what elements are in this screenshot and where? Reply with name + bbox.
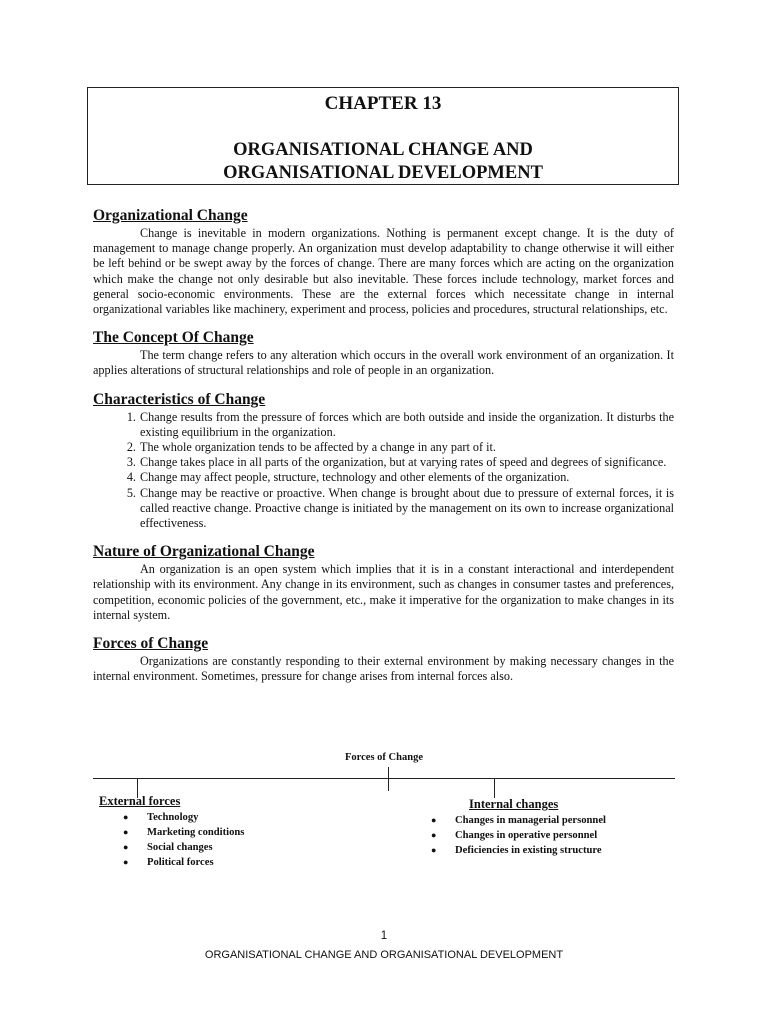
bullet-icon: ●	[431, 845, 437, 855]
internal-changes-label: Internal changes	[469, 797, 559, 811]
list-item	[431, 843, 606, 858]
list-item	[123, 825, 244, 840]
chapter-title-box	[87, 87, 679, 185]
list-item: 5. Change may be reactive or proactive. When change is brought about due to pressure of external forces, it is called reactive change. Proactive change is initiated by the management on its own to increase organizational effectiveness.	[139, 486, 674, 532]
list-item-label: Marketing conditions	[147, 827, 245, 838]
bullet-icon: ●	[123, 812, 129, 822]
section-organizational-change	[93, 206, 674, 317]
section-heading: Organizational Change	[93, 207, 248, 224]
chapter-title-line-2: ORGANISATIONAL DEVELOPMENT	[223, 163, 543, 183]
list-item-label: Changes in managerial personnel	[455, 815, 606, 826]
diagram-title: Forces of Change	[345, 752, 423, 763]
list-item	[123, 840, 244, 855]
section-concept-of-change	[93, 328, 674, 378]
section-characteristics	[93, 390, 674, 532]
list-item-label: Changes in operative personnel	[455, 830, 598, 841]
section-nature	[93, 542, 674, 623]
section-paragraph: An organization is an open system which implies that it is in a constant interactional and interdependent relationship with its environment. Any change in its environment, such as changes in consumer tastes and preferences, competition, economic policies of the government, etc., make it imperative for the organization to make changes in its internal system.	[93, 562, 674, 622]
list-item: 1. Change results from the pressure of forces which are both outside and inside the organization. It disturbs the existing equilibrium in the organization.	[139, 410, 674, 440]
section-heading: Characteristics of Change	[93, 390, 266, 408]
bullet-icon: ●	[123, 842, 129, 852]
list-item: 2. The whole organization tends to be affected by a change in any part of it.	[139, 440, 674, 455]
list-item-label: Political forces	[147, 857, 214, 868]
list-item: 4. Change may affect people, structure, technology and other elements of the organization.	[139, 470, 674, 485]
list-item	[123, 810, 244, 825]
section-forces	[93, 634, 674, 684]
diagram-connector-right	[494, 778, 495, 798]
diagram-connector-center	[388, 767, 389, 791]
list-item	[123, 855, 244, 870]
bullet-icon: ●	[123, 857, 129, 867]
external-forces-list	[123, 810, 244, 870]
running-title: ORGANISATIONAL CHANGE AND ORGANISATIONAL DEVELOPMENT	[204, 949, 564, 961]
diagram-horizontal-line	[93, 778, 675, 779]
list-item-label: Technology	[147, 812, 199, 823]
main-content	[93, 206, 674, 695]
section-paragraph: Change is inevitable in modern organizations. Nothing is permanent except change. It is the duty of management to manage change properly. An organization must develop adaptability to change otherwise it will either be left behind or be swept away by the forces of change. There are many forces which are acting on the organization which make the change not only desirable but also inevitable. These forces include technology, market forces and general socio-economic environments. These are the external forces which necessitate change in internal organizational variables like machinery, experiment and process, policies and procedures, structural relationships, etc.	[93, 226, 674, 317]
list-item	[431, 828, 606, 843]
internal-changes-list	[431, 813, 606, 858]
bullet-icon: ●	[123, 827, 129, 837]
characteristics-list	[93, 410, 674, 532]
bullet-icon: ●	[431, 815, 437, 825]
section-heading: The Concept Of Change	[93, 329, 254, 347]
list-item: 3. Change takes place in all parts of the organization, but at varying rates of speed and degrees of significance.	[139, 455, 674, 470]
section-paragraph: Organizations are constantly responding to their external environment by making necessary changes in the internal environment. Sometimes, pressure for change arises from internal forces also.	[93, 654, 674, 684]
section-paragraph: The term change refers to any alteration which occurs in the overall work environment of an organization. It applies alterations of structural relationships and role of people in an organization.	[93, 348, 674, 378]
page-number: 1	[380, 930, 388, 942]
chapter-title-line-1: ORGANISATIONAL CHANGE AND	[233, 140, 533, 160]
forces-diagram	[93, 750, 675, 870]
section-heading: Nature of Organizational Change	[93, 543, 315, 561]
list-item	[431, 813, 606, 828]
list-item-label: Deficiencies in existing structure	[455, 845, 602, 856]
chapter-number: CHAPTER 13	[324, 93, 442, 114]
section-heading: Forces of Change	[93, 635, 209, 653]
list-item-label: Social changes	[147, 842, 213, 853]
bullet-icon: ●	[431, 830, 437, 840]
external-forces-label: External forces	[99, 794, 181, 808]
